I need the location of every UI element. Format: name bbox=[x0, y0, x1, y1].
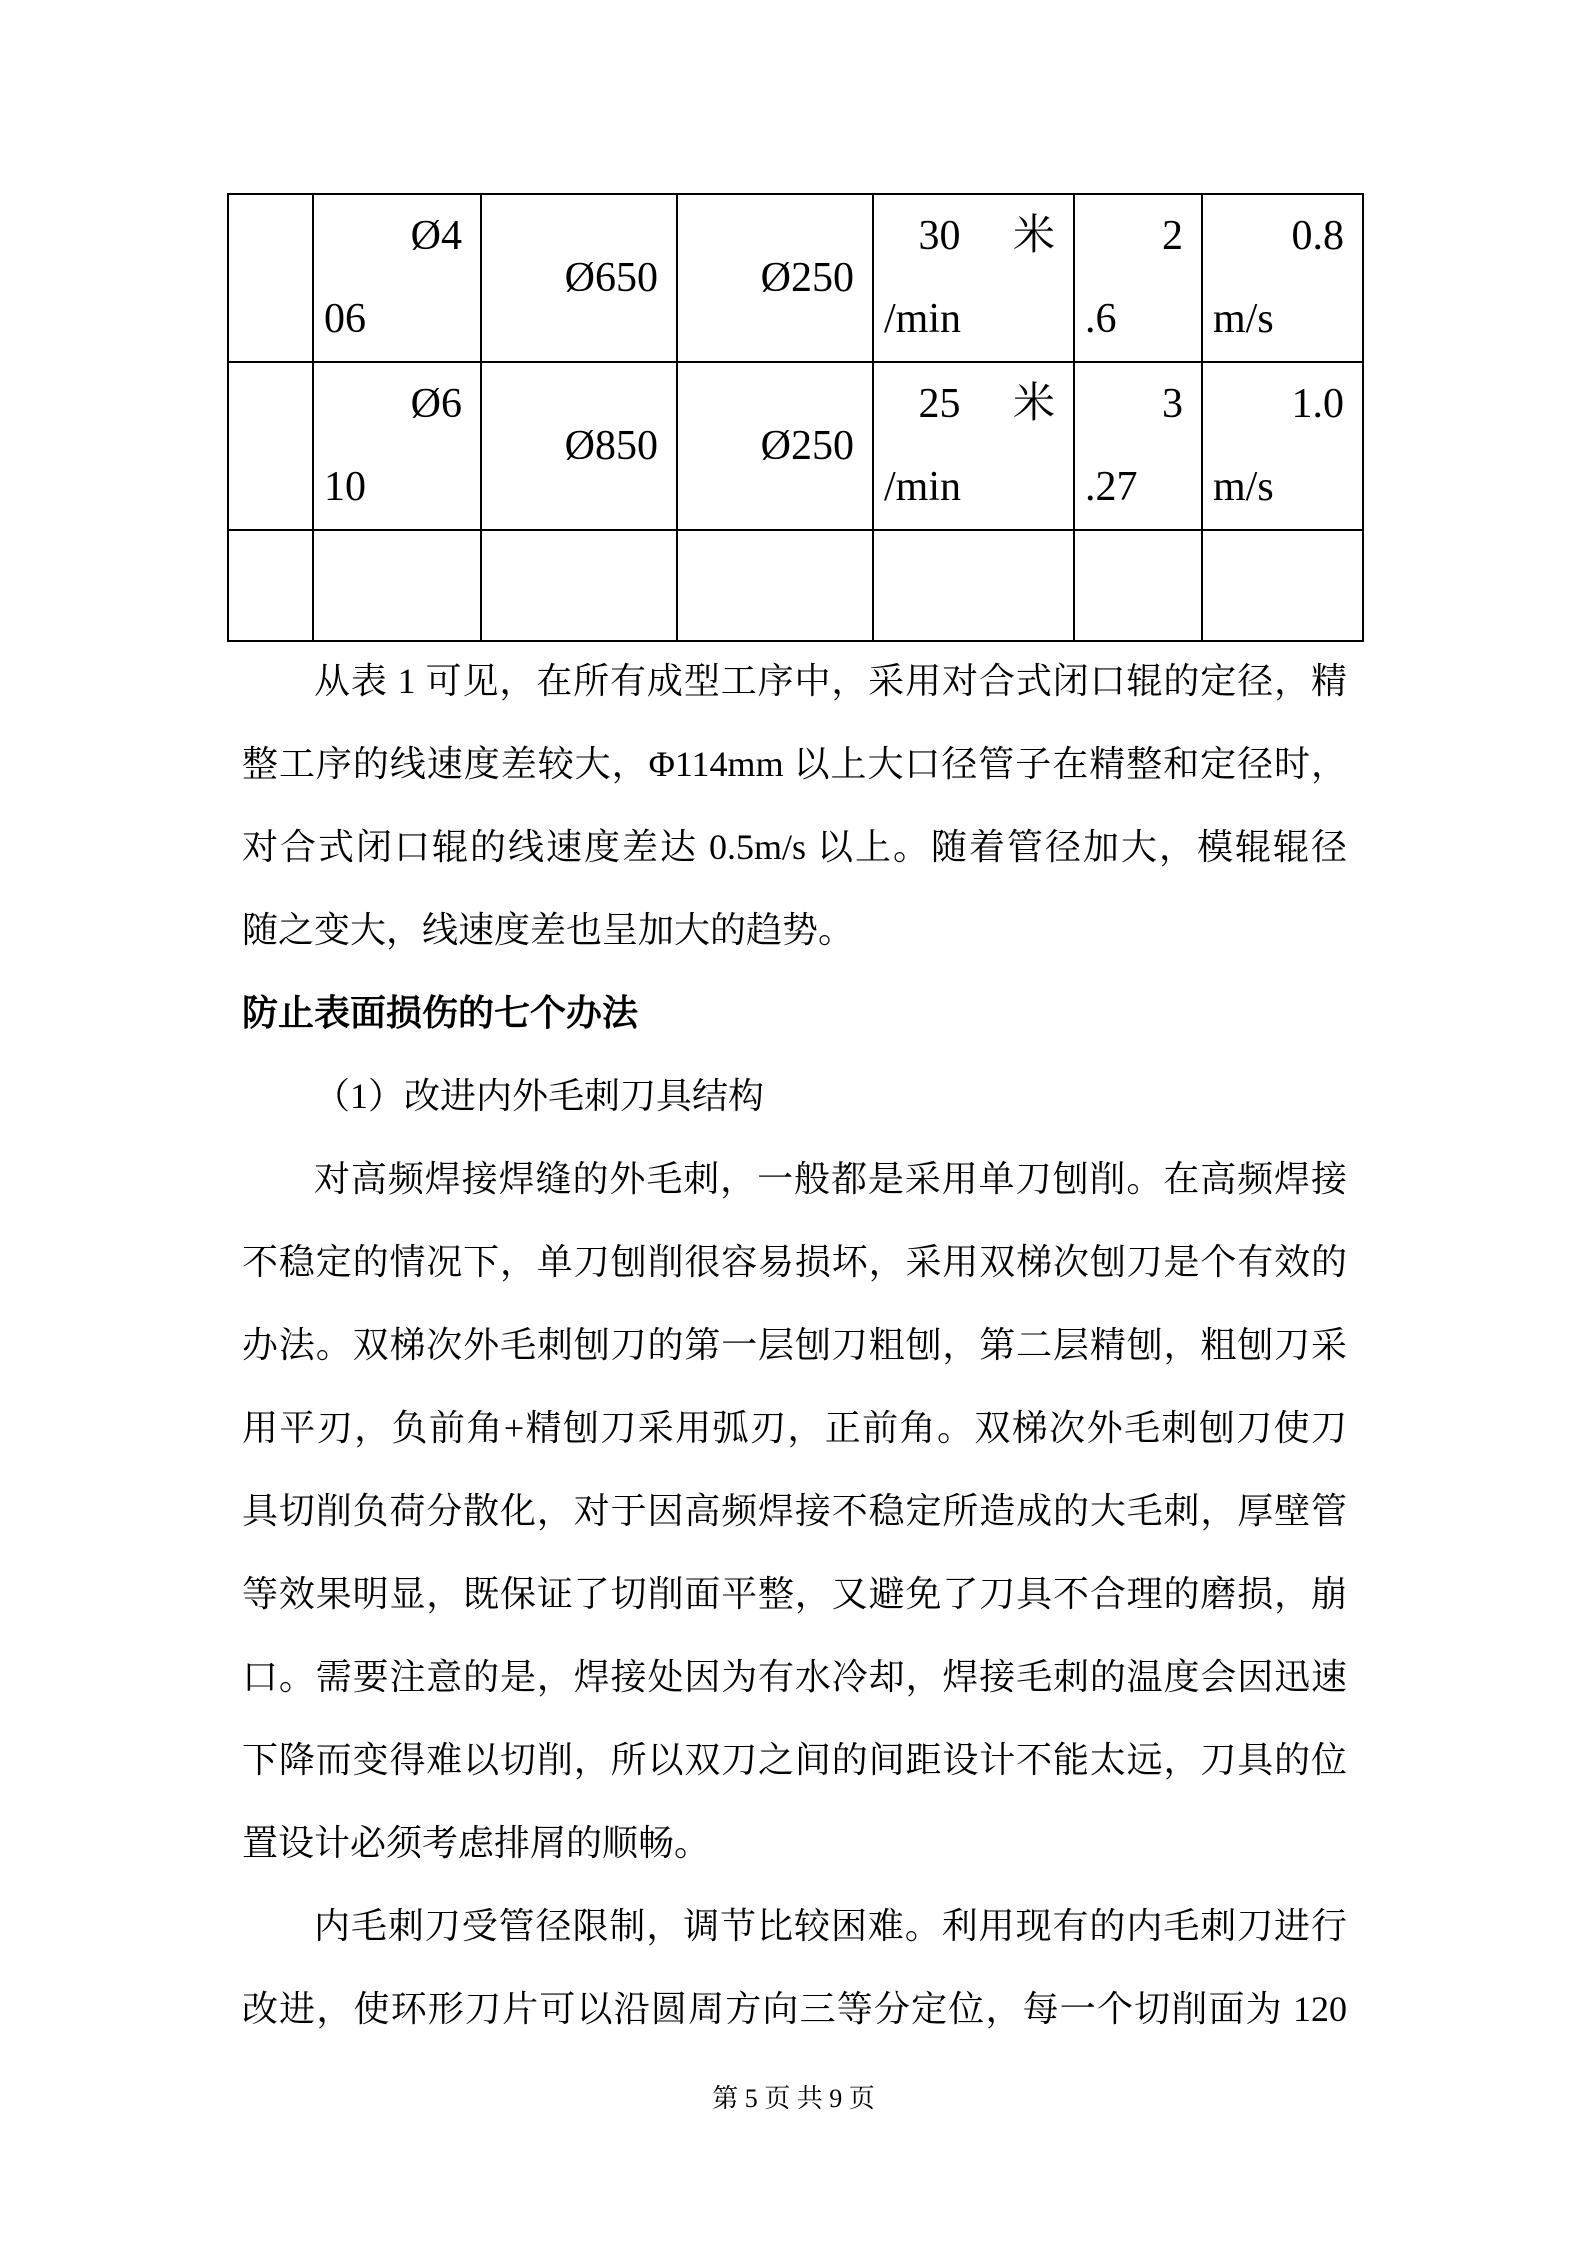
table-cell bbox=[873, 194, 1074, 362]
table-cell-line: Ø650 bbox=[564, 254, 658, 301]
text-line: （1）改进内外毛刺刀具结构 bbox=[314, 1076, 765, 1116]
table-cell bbox=[677, 362, 873, 530]
table-cell-line: m/s bbox=[1213, 464, 1274, 510]
document-body bbox=[242, 640, 1347, 2051]
table-cell-line: /min bbox=[884, 464, 962, 510]
table-cell-line: Ø250 bbox=[760, 422, 854, 469]
table-cell bbox=[677, 194, 873, 362]
table-cell-line: /min bbox=[884, 296, 962, 342]
section-heading bbox=[242, 972, 1347, 1055]
table-cell bbox=[1202, 194, 1363, 362]
table-cell-line: m/s bbox=[1213, 296, 1274, 342]
page-number-footer: 第 5 页 共 9 页 bbox=[712, 2084, 875, 2113]
text-line: 置设计必须考虑排屑的顺畅。 bbox=[242, 1823, 711, 1863]
table-cell bbox=[313, 530, 481, 641]
table-row bbox=[228, 362, 1363, 530]
text-line: 具切削负荷分散化，对于因高频焊接不稳定所造成的大毛刺，厚壁管 bbox=[242, 1491, 1347, 1531]
table-cell-line: 30 米 bbox=[918, 213, 1055, 259]
table-cell bbox=[481, 194, 677, 362]
text-line: 不稳定的情况下，单刀刨削很容易损坏，采用双梯次刨刀是个有效的 bbox=[242, 1242, 1347, 1282]
table-cell-line: Ø250 bbox=[760, 254, 854, 301]
text-line: 对合式闭口辊的线速度差达 0.5m/s 以上。随着管径加大，模辊辊径 bbox=[242, 827, 1347, 867]
text-line: 办法。双梯次外毛刺刨刀的第一层刨刀粗刨，第二层精刨，粗刨刀采 bbox=[242, 1325, 1347, 1365]
table-cell bbox=[1074, 530, 1202, 641]
text-line: 等效果明显，既保证了切削面平整，又避免了刀具不合理的磨损，崩 bbox=[242, 1574, 1347, 1614]
text-line: 口。需要注意的是，焊接处因为有水冷却，焊接毛刺的温度会因迅速 bbox=[242, 1657, 1347, 1697]
paragraph bbox=[242, 1055, 1347, 1138]
paragraph bbox=[242, 1885, 1347, 2051]
table-cell bbox=[1074, 362, 1202, 530]
table-cell-line: Ø4 bbox=[410, 213, 462, 259]
text-line: 随之变大，线速度差也呈加大的趋势。 bbox=[242, 910, 855, 950]
table-cell-line: 0.8 bbox=[1291, 213, 1344, 259]
table-cell bbox=[481, 362, 677, 530]
paragraph bbox=[242, 1138, 1347, 1885]
table-cell bbox=[313, 362, 481, 530]
table-cell-line: .27 bbox=[1085, 464, 1138, 510]
table-cell-line: .6 bbox=[1085, 296, 1117, 342]
table-cell bbox=[873, 530, 1074, 641]
table-cell bbox=[1074, 194, 1202, 362]
table-cell-line: 06 bbox=[324, 296, 366, 342]
table-cell-line: 25 米 bbox=[918, 381, 1055, 427]
table-cell-line: 2 bbox=[1162, 213, 1183, 259]
text-line: 用平刃，负前角+精刨刀采用弧刃，正前角。双梯次外毛刺刨刀使刀 bbox=[242, 1408, 1347, 1448]
table-row bbox=[228, 530, 1363, 641]
text-line: 内毛刺刀受管径限制，调节比较困难。利用现有的内毛刺刀进行 bbox=[314, 1906, 1347, 1946]
table-cell-line: Ø850 bbox=[564, 422, 658, 469]
paragraph bbox=[242, 640, 1347, 972]
table-cell bbox=[228, 362, 313, 530]
table-cell-line: 1.0 bbox=[1291, 381, 1344, 427]
text-line: 从表 1 可见，在所有成型工序中，采用对合式闭口辊的定径，精 bbox=[314, 661, 1347, 701]
roller-spec-table bbox=[227, 193, 1364, 642]
text-line: 改进，使环形刀片可以沿圆周方向三等分定位，每一个切削面为 120 bbox=[242, 1989, 1347, 2029]
table-cell bbox=[1202, 362, 1363, 530]
text-line: 整工序的线速度差较大，Φ114mm 以上大口径管子在精整和定径时， bbox=[242, 744, 1347, 784]
text-line: 对高频焊接焊缝的外毛刺，一般都是采用单刀刨削。在高频焊接 bbox=[314, 1159, 1347, 1199]
table-cell bbox=[1202, 530, 1363, 641]
text-line: 下降而变得难以切削，所以双刀之间的间距设计不能太远，刀具的位 bbox=[242, 1740, 1347, 1780]
table-cell-line: 10 bbox=[324, 464, 366, 510]
table-cell bbox=[228, 194, 313, 362]
text-line: 防止表面损伤的七个办法 bbox=[242, 993, 639, 1033]
table-cell bbox=[228, 530, 313, 641]
table-cell bbox=[873, 362, 1074, 530]
table-cell bbox=[677, 530, 873, 641]
table-cell-line: 3 bbox=[1162, 381, 1183, 427]
table-cell bbox=[313, 194, 481, 362]
table-cell bbox=[481, 530, 677, 641]
table-cell-line: Ø6 bbox=[410, 381, 462, 427]
table-row bbox=[228, 194, 1363, 362]
